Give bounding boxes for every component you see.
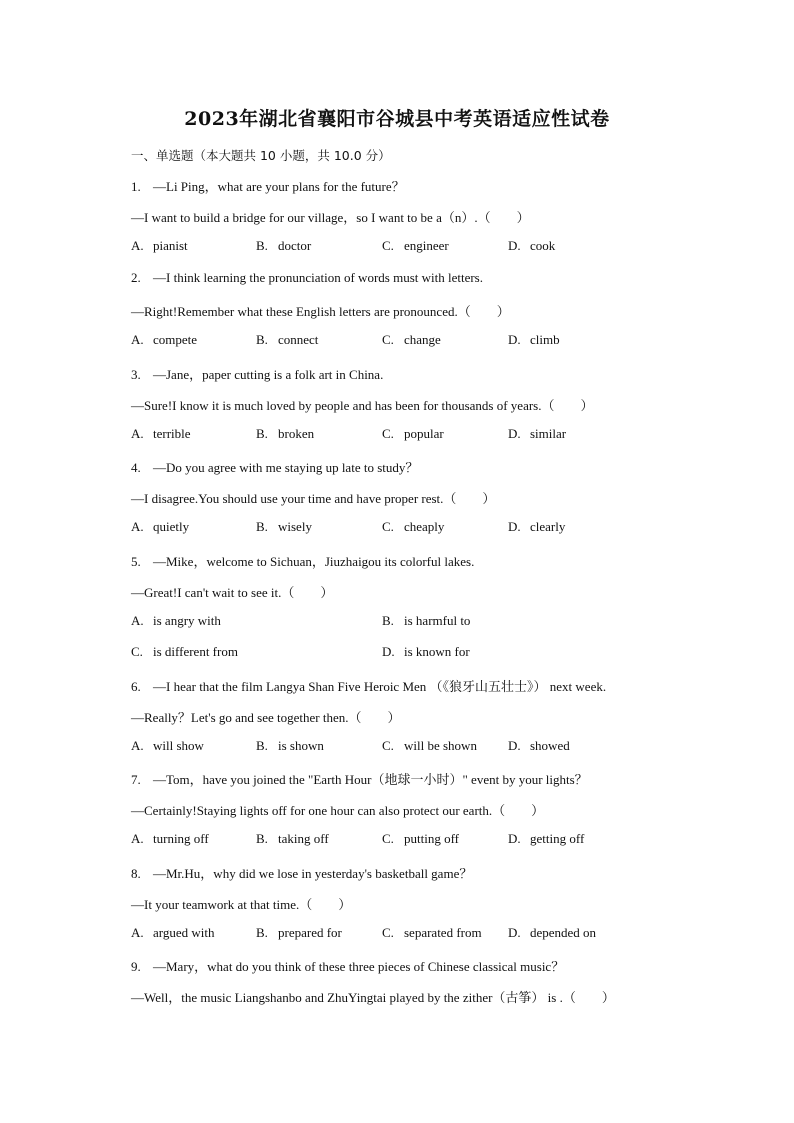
option-letter: A. — [131, 519, 144, 534]
option-letter: C. — [131, 644, 143, 659]
option-letter: A. — [131, 426, 144, 441]
question-stem — [131, 863, 472, 882]
option-letter: B. — [256, 738, 268, 753]
option-a[interactable] — [131, 613, 221, 629]
answer-line: —Certainly!Staying lights off for one hour can also protect our earth.（ ） — [131, 803, 545, 818]
option-text: terrible — [153, 426, 191, 441]
answer-line: —Right!Remember what these English letters are pronounced.（ ） — [131, 304, 510, 319]
option-text: clearly — [530, 519, 566, 534]
option-text: is harmful to — [404, 613, 471, 628]
question-number: 9. — [131, 959, 141, 974]
option-letter: A. — [131, 332, 144, 347]
option-letter: A. — [131, 613, 144, 628]
section-heading: 一、单选题（本大题共 10 小题，共 10.0 分） — [131, 148, 391, 163]
option-letter: B. — [256, 925, 268, 940]
option-b[interactable] — [256, 831, 329, 847]
option-d[interactable] — [508, 426, 566, 442]
option-text: prepared for — [278, 925, 342, 940]
question-text: —Mary，what do you think of these three pieces of Chinese classical music？ — [153, 959, 565, 974]
option-letter: B. — [256, 519, 268, 534]
question-number: 7. — [131, 772, 141, 787]
option-letter: C. — [382, 238, 394, 253]
option-letter: C. — [382, 738, 394, 753]
option-letter: A. — [131, 238, 144, 253]
question-text: —Jane，paper cutting is a folk art in China. — [153, 367, 384, 382]
option-letter: B. — [382, 613, 394, 628]
question-text: —I think learning the pronunciation of words must with letters. — [153, 270, 483, 285]
option-c[interactable] — [382, 519, 444, 535]
option-c[interactable] — [382, 925, 482, 941]
option-a[interactable] — [131, 925, 215, 941]
option-letter: C. — [382, 831, 394, 846]
option-text: similar — [530, 426, 567, 441]
option-letter: A. — [131, 738, 144, 753]
option-text: getting off — [530, 831, 585, 846]
option-d[interactable] — [382, 644, 470, 660]
option-c[interactable] — [382, 238, 449, 254]
option-a[interactable] — [131, 519, 189, 535]
answer-line: —It your teamwork at that time.（ ） — [131, 897, 352, 912]
question-text: —Tom，have you joined the "Earth Hour（地球一小时）" event by your lights？ — [153, 772, 588, 787]
option-d[interactable] — [508, 831, 584, 847]
option-d[interactable] — [508, 519, 565, 535]
option-text: depended on — [530, 925, 597, 940]
question-stem — [131, 676, 606, 695]
question-stem — [131, 956, 564, 975]
option-letter: D. — [508, 426, 521, 441]
option-b[interactable] — [256, 738, 324, 754]
option-letter: C. — [382, 519, 394, 534]
option-c[interactable] — [382, 738, 477, 754]
page-title: 2023年湖北省襄阳市谷城县中考英语适应性试卷 — [184, 108, 610, 130]
option-text: is shown — [278, 738, 324, 753]
question-number: 5. — [131, 554, 141, 569]
question-stem — [131, 364, 383, 383]
option-text: is known for — [404, 644, 470, 659]
answer-line: —Well，the music Liangshanbo and ZhuYingtai played by the zither（古筝） is .（ ） — [131, 990, 615, 1005]
question-stem — [131, 551, 474, 570]
option-text: argued with — [153, 925, 215, 940]
question-text: —Mike，welcome to Sichuan，Jiuzhaigou its colorful lakes. — [153, 554, 475, 569]
option-text: compete — [153, 332, 198, 347]
option-b[interactable] — [256, 332, 318, 348]
option-b[interactable] — [256, 238, 311, 254]
option-letter: D. — [508, 738, 521, 753]
question-number: 1. — [131, 179, 141, 194]
option-d[interactable] — [508, 238, 555, 254]
option-a[interactable] — [131, 426, 191, 442]
option-a[interactable] — [131, 332, 197, 348]
option-letter: D. — [508, 831, 521, 846]
option-text: separated from — [404, 925, 482, 940]
question-number: 8. — [131, 866, 141, 881]
option-b[interactable] — [256, 519, 312, 535]
option-a[interactable] — [131, 738, 204, 754]
option-b[interactable] — [256, 426, 314, 442]
question-number: 4. — [131, 460, 141, 475]
option-a[interactable] — [131, 238, 188, 254]
option-text: taking off — [278, 831, 329, 846]
question-stem — [131, 457, 418, 476]
option-text: is angry with — [153, 613, 221, 628]
question-stem — [131, 769, 588, 788]
option-letter: C. — [382, 426, 394, 441]
option-letter: D. — [508, 925, 521, 940]
answer-line: —I disagree.You should use your time and have proper rest.（ ） — [131, 491, 496, 506]
option-text: showed — [530, 738, 570, 753]
option-text: will show — [153, 738, 204, 753]
option-letter: B. — [256, 238, 268, 253]
option-text: quietly — [153, 519, 190, 534]
option-c[interactable] — [382, 831, 459, 847]
answer-line: —I want to build a bridge for our village，so I want to be a（n）.（ ） — [131, 210, 530, 225]
option-letter: A. — [131, 831, 144, 846]
option-letter: D. — [508, 238, 521, 253]
option-text: connect — [278, 332, 319, 347]
question-text: —Li Ping，what are your plans for the future？ — [153, 179, 405, 194]
question-text: —I hear that the film Langya Shan Five Heroic Men （《狼牙山五壮士》） next week. — [153, 679, 607, 694]
option-letter: B. — [256, 332, 268, 347]
option-text: cheaply — [404, 519, 445, 534]
option-text: cook — [530, 238, 556, 253]
option-d[interactable] — [508, 738, 570, 754]
option-a[interactable] — [131, 831, 209, 847]
option-d[interactable] — [508, 332, 560, 348]
option-letter: D. — [382, 644, 395, 659]
option-c[interactable] — [382, 332, 441, 348]
option-text: popular — [404, 426, 444, 441]
option-d[interactable] — [508, 925, 596, 941]
option-text: change — [404, 332, 441, 347]
question-text: —Do you agree with me staying up late to study？ — [153, 460, 419, 475]
answer-line: —Great!I can't wait to see it.（ ） — [131, 585, 334, 600]
option-text: wisely — [278, 519, 312, 534]
option-text: turning off — [153, 831, 209, 846]
option-letter: A. — [131, 925, 144, 940]
option-letter: C. — [382, 332, 394, 347]
option-letter: B. — [256, 426, 268, 441]
option-b[interactable] — [382, 613, 470, 629]
option-b[interactable] — [256, 925, 342, 941]
option-letter: B. — [256, 831, 268, 846]
option-text: putting off — [404, 831, 460, 846]
question-number: 2. — [131, 270, 141, 285]
question-text: —Mr.Hu，why did we lose in yesterday's basketball game？ — [153, 866, 473, 881]
answer-line: —Really？Let's go and see together then.（ ） — [131, 710, 401, 725]
question-number: 3. — [131, 367, 141, 382]
option-text: engineer — [404, 238, 449, 253]
option-text: pianist — [153, 238, 188, 253]
option-letter: C. — [382, 925, 394, 940]
option-text: doctor — [278, 238, 312, 253]
option-text: broken — [278, 426, 315, 441]
question-number: 6. — [131, 679, 141, 694]
option-letter: D. — [508, 332, 521, 347]
question-stem — [131, 176, 405, 195]
option-text: is different from — [153, 644, 238, 659]
option-c[interactable] — [131, 644, 238, 660]
question-stem — [131, 270, 483, 286]
option-letter: D. — [508, 519, 521, 534]
option-text: will be shown — [404, 738, 477, 753]
answer-line: —Sure!I know it is much loved by people and has been for thousands of years.（ ） — [131, 398, 594, 413]
option-text: climb — [530, 332, 560, 347]
option-c[interactable] — [382, 426, 444, 442]
